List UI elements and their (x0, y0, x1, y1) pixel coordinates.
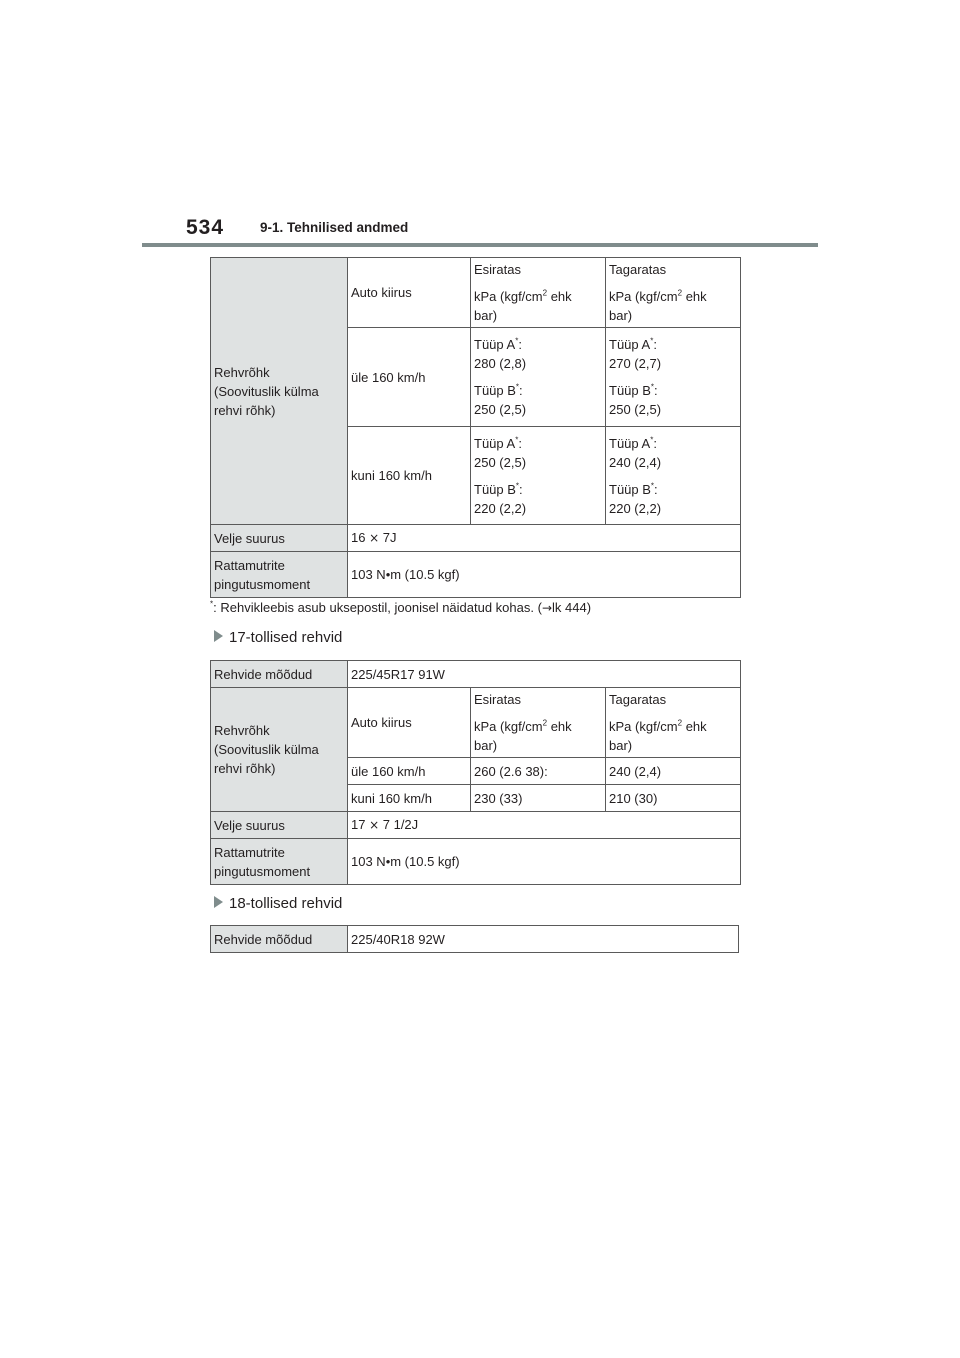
rear-pressure-cell: Tüüp A*: 240 (2,4) Tüüp B*: 220 (2,2) (606, 427, 741, 525)
speed-cell: üle 160 km/h (348, 328, 471, 427)
front-pressure-cell: 260 (2.6 38): (471, 758, 606, 785)
rim-size-value: 17 × 7 1/2J (348, 812, 741, 839)
front-pressure-cell: 230 (33) (471, 785, 606, 812)
header-rule (142, 243, 818, 247)
rim-size-value: 16 × 7J (348, 525, 741, 552)
tire-size-value: 225/45R17 91W (348, 661, 741, 688)
speed-cell: kuni 160 km/h (348, 785, 471, 812)
rear-pressure-cell: 240 (2,4) (606, 758, 741, 785)
table-row (211, 926, 739, 953)
torque-label: Rattamutrite pingutusmoment (211, 839, 348, 885)
pressure-label-cell: Rehvrõhk (Soovituslik külma rehvi rõhk) (211, 258, 348, 525)
tire-size-label: Rehvide mõõdud (211, 926, 348, 953)
table-row (211, 525, 741, 552)
table-row (211, 661, 741, 688)
tire-table-17 (210, 660, 741, 885)
tire-table-18 (210, 925, 739, 953)
torque-label: Rattamutrite pingutusmoment (211, 552, 348, 598)
speed-header: Auto kiirus (348, 258, 471, 328)
rear-pressure-cell: 210 (30) (606, 785, 741, 812)
speed-cell: üle 160 km/h (348, 758, 471, 785)
table-row (211, 839, 741, 885)
front-header: Esiratas kPa ($kgf/cm^2$ ehk bar) (471, 688, 606, 758)
rear-header: Tagaratas kPa ($kgf/cm^2$ ehk bar) (606, 688, 741, 758)
rim-size-label: Velje suurus (211, 812, 348, 839)
torque-value: 103 N•m (10.5 kgf) (348, 552, 741, 598)
footnote: *: Rehvikleebis asub uksepostil, joonisel näidatud kohas. (→lk 444) (210, 599, 592, 615)
heading-17-inch: 17-tollised rehvid (214, 629, 342, 646)
triangle-bullet-icon (214, 896, 223, 908)
table-row (211, 552, 741, 598)
speed-header: Auto kiirus (348, 688, 471, 758)
tire-size-label: Rehvide mõõdud (211, 661, 348, 688)
rear-header: Tagaratas kPa ($kgf/cm^2$ ehk bar) (606, 258, 741, 328)
tire-table-16 (210, 257, 741, 598)
tire-size-value: 225/40R18 92W (348, 926, 471, 953)
front-header: Esiratas kPa ($kgf/cm^2$ ehk bar) (471, 258, 606, 328)
torque-value: 103 N•m (10.5 kgf) (348, 839, 741, 885)
table-row (211, 812, 741, 839)
triangle-bullet-icon (214, 630, 223, 642)
front-pressure-cell: Tüüp A*: 250 (2,5) Tüüp B*: 220 (2,2) (471, 427, 606, 525)
page-number: 534 (186, 216, 225, 239)
section-title: 9-1. Tehnilised andmed (260, 220, 409, 235)
rim-size-label: Velje suurus (211, 525, 348, 552)
rear-pressure-cell: Tüüp A*: 270 (2,7) Tüüp B*: 250 (2,5) (606, 328, 741, 427)
speed-cell: kuni 160 km/h (348, 427, 471, 525)
front-pressure-cell: Tüüp A*: 280 (2,8) Tüüp B*: 250 (2,5) (471, 328, 606, 427)
pressure-label-cell: Rehvrõhk (Soovituslik külma rehvi rõhk) (211, 688, 348, 812)
heading-18-inch: 18-tollised rehvid (214, 895, 342, 912)
